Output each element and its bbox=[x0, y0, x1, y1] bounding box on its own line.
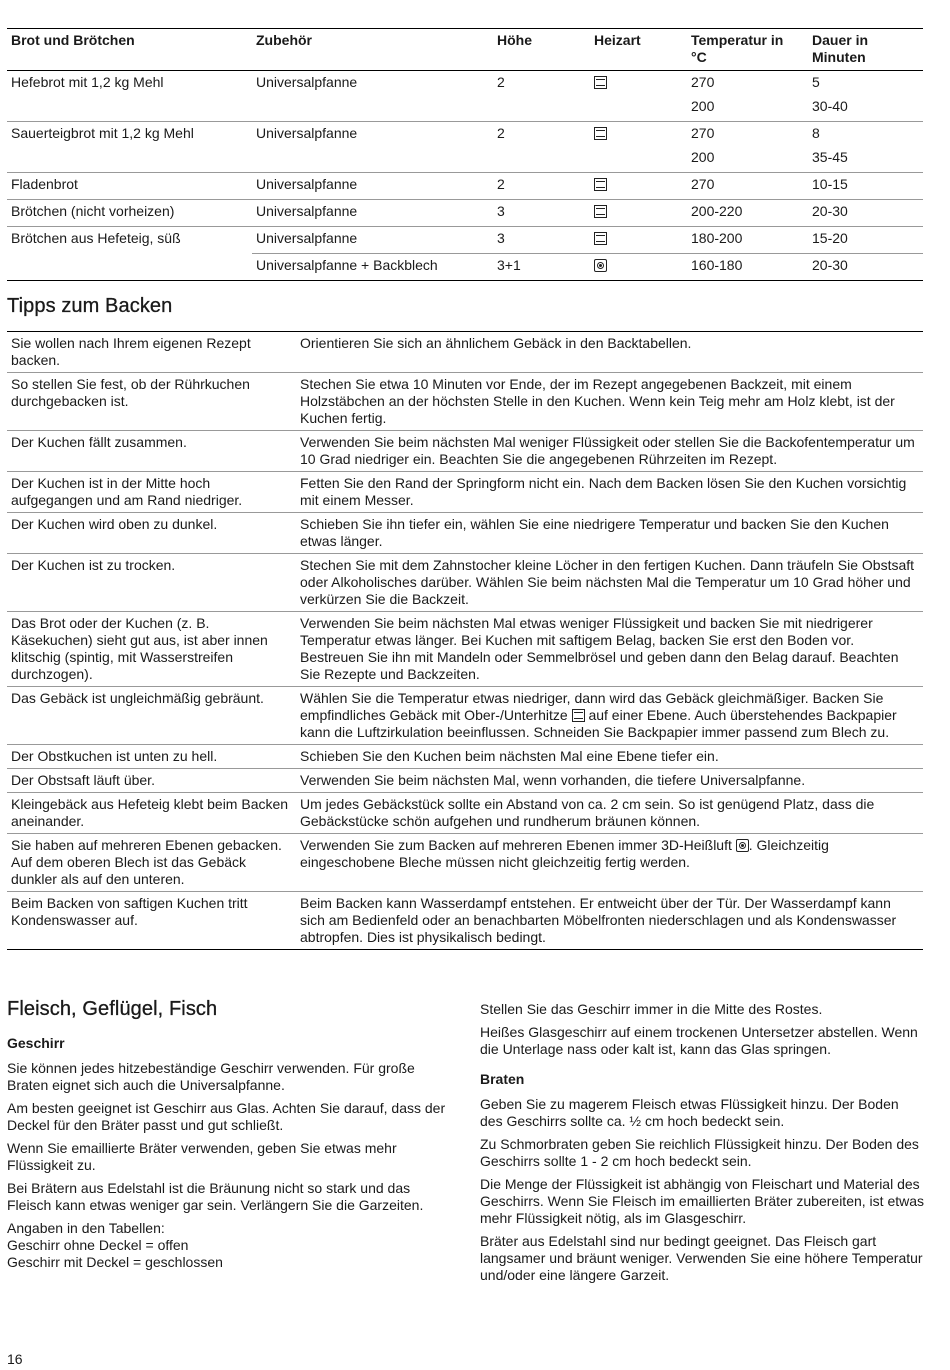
tip-solution: Schieben Sie den Kuchen beim nächsten Mal eine Ebene tiefer ein. bbox=[296, 745, 923, 769]
tip-solution: Orientieren Sie sich an ähnlichem Gebäck in den Backtabellen. bbox=[296, 332, 923, 373]
tip-solution: Verwenden Sie beim nächsten Mal, wenn vorhanden, die tiefere Universalpfanne. bbox=[296, 769, 923, 793]
tip-row bbox=[7, 431, 923, 472]
tip-problem: Sie haben auf mehreren Ebenen gebacken. Auf dem oberen Blech ist das Gebäck dunkler als auf den unteren. bbox=[7, 834, 296, 892]
paragraph: Bräter aus Edelstahl sind nur bedingt geeignet. Das Fleisch gart langsamer und bräunt weniger. Verwenden Sie eine höhere Temperatur und/oder eine längere Garzeit. bbox=[480, 1233, 923, 1283]
cell-zubehoer: Universalpfanne bbox=[252, 227, 493, 254]
cell-zubehoer: Universalpfanne + Backblech bbox=[252, 254, 493, 281]
temp-value: 200 bbox=[691, 149, 715, 165]
cell-zubehoer: Universalpfanne bbox=[252, 200, 493, 227]
tip-problem: Der Kuchen ist in der Mitte hoch aufgegangen und am Rand niedriger. bbox=[7, 472, 296, 513]
header-zubehoer: Zubehör bbox=[252, 29, 493, 71]
cell-hoehe: 3 bbox=[493, 200, 590, 227]
angaben-line: Geschirr ohne Deckel = offen bbox=[7, 1237, 189, 1253]
bread-baking-table bbox=[7, 28, 923, 281]
table-row bbox=[7, 71, 923, 122]
tip-row bbox=[7, 612, 923, 687]
cell-zubehoer: Universalpfanne bbox=[252, 71, 493, 122]
temp-value: 270 bbox=[691, 74, 715, 90]
cell-heizart bbox=[590, 173, 687, 200]
cell-hoehe: 2 bbox=[493, 173, 590, 200]
tip-solution: Um jedes Gebäckstück sollte ein Abstand von ca. 2 cm sein. So ist genügend Platz, dass die Gebäckstücke schön aufgehen und rundherum bräunen können. bbox=[296, 793, 923, 834]
tip-row bbox=[7, 834, 923, 892]
tip-solution-part: Verwenden Sie zum Backen auf mehreren Ebenen immer 3D-Heißluft bbox=[300, 837, 732, 853]
cell-name: Brötchen aus Hefeteig, süß bbox=[11, 230, 181, 246]
tip-row bbox=[7, 332, 923, 373]
tip-solution bbox=[296, 834, 923, 892]
cell-hoehe: 2 bbox=[493, 71, 590, 122]
tip-problem: Beim Backen von saftigen Kuchen tritt Kondenswasser auf. bbox=[11, 895, 248, 928]
cell-name: Fladenbrot bbox=[7, 173, 252, 200]
dauer-value: 5 bbox=[812, 74, 820, 90]
tip-solution: Beim Backen kann Wasserdampf entstehen. Er entweicht über der Tür. Der Wasserdampf kann sich am Bedienfeld oder an benachbarten Möbelfronten niederschlagen und als Kondenswasser abtropfen. Dies ist physikalisch bedingt. bbox=[300, 895, 897, 945]
cell-temp: 200-220 bbox=[687, 200, 808, 227]
cell-name: Sauerteigbrot mit 1,2 kg Mehl bbox=[7, 122, 252, 173]
braten-heading: Braten bbox=[480, 1071, 525, 1087]
cell-dauer bbox=[808, 71, 923, 122]
cell-dauer: 20-30 bbox=[808, 200, 923, 227]
tip-solution: Stechen Sie mit dem Zahnstocher kleine Löcher in den fertigen Kuchen. Dann träufeln Sie Obstsaft oder Alkoholisches darüber. Wählen Sie beim nächsten Mal die Temperatur um 10 Grad höher und verkürzen Sie die Backzeit. bbox=[296, 554, 923, 612]
tip-problem: So stellen Sie fest, ob der Rührkuchen durchgebacken ist. bbox=[7, 373, 296, 431]
tip-row bbox=[7, 373, 923, 431]
header-temperatur bbox=[687, 29, 808, 71]
tip-solution-part: . Gleichzeitig eingeschobene Bleche müssen nicht gleichzeitig fertig werden. bbox=[300, 837, 829, 870]
tip-solution: Verwenden Sie beim nächsten Mal etwas weniger Flüssigkeit und backen Sie mit niedrigerer Temperatur etwas länger. Bei Kuchen mit saftigem Belag, backen Sie erst den Boden vor. Bestreuen Sie ihn mit Mandeln oder Semmelbrösel und geben dann den Belag darauf. Beachten Sie Rezepte und Backzeiten. bbox=[296, 612, 923, 687]
cell-name bbox=[7, 254, 252, 281]
table-row bbox=[7, 200, 923, 227]
tip-row bbox=[7, 554, 923, 612]
tip-solution: Fetten Sie den Rand der Springform nicht ein. Nach dem Backen lösen Sie den Kuchen vorsichtig mit einem Messer. bbox=[296, 472, 923, 513]
tip-row bbox=[7, 892, 923, 950]
cell-zubehoer: Universalpfanne bbox=[252, 173, 493, 200]
cell-zubehoer: Universalpfanne bbox=[252, 122, 493, 173]
tip-row bbox=[7, 793, 923, 834]
top-bottom-heat-icon bbox=[594, 127, 607, 140]
cell-heizart bbox=[590, 254, 687, 281]
tip-problem: Der Kuchen ist zu trocken. bbox=[7, 554, 296, 612]
cell-temp: 180-200 bbox=[687, 227, 808, 254]
paragraph: Heißes Glasgeschirr auf einem trockenen Untersetzer abstellen. Wenn die Unterlage nass oder kalt ist, kann das Glas springen. bbox=[480, 1024, 918, 1057]
top-bottom-heat-icon bbox=[572, 709, 585, 722]
cell-hoehe: 3+1 bbox=[493, 254, 590, 281]
cell-heizart bbox=[590, 122, 687, 173]
3d-hot-air-icon bbox=[594, 259, 607, 272]
header-temperatur-label: Temperatur in °C bbox=[691, 32, 784, 65]
paragraph: Zu Schmorbraten geben Sie reichlich Flüssigkeit hinzu. Der Boden des Geschirrs sollte 1 - 2 cm hoch bedeckt sein. bbox=[480, 1136, 919, 1169]
cell-dauer: 10-15 bbox=[808, 173, 923, 200]
table-row bbox=[7, 122, 923, 173]
cell-name: Hefebrot mit 1,2 kg Mehl bbox=[7, 71, 252, 122]
paragraph: Am besten geeignet ist Geschirr aus Glas. Achten Sie darauf, dass der Deckel für den Bräter passt und gut schließt. bbox=[7, 1100, 446, 1133]
dauer-value: 35-45 bbox=[812, 149, 848, 165]
tip-problem: Kleingebäck aus Hefeteig klebt beim Backen aneinander. bbox=[7, 793, 296, 834]
meat-left-column bbox=[7, 1035, 452, 1277]
meat-right-column bbox=[480, 1001, 925, 1290]
cell-dauer bbox=[808, 122, 923, 173]
cell-temp: 160-180 bbox=[687, 254, 808, 281]
tip-problem: Das Brot oder der Kuchen (z. B. Käsekuchen) sieht gut aus, ist aber innen klitschig (spintig, mit Wasserstreifen durchzogen). bbox=[7, 612, 296, 687]
paragraph: Wenn Sie emaillierte Bräter verwenden, geben Sie etwas mehr Flüssigkeit zu. bbox=[7, 1140, 397, 1173]
tip-row bbox=[7, 745, 923, 769]
top-bottom-heat-icon bbox=[594, 76, 607, 89]
tip-problem: Der Kuchen fällt zusammen. bbox=[7, 431, 296, 472]
meat-heading: Fleisch, Geflügel, Fisch bbox=[7, 998, 218, 1020]
paragraph: Bei Brätern aus Edelstahl ist die Bräunung nicht so stark und das Fleisch kann etwas weniger gar sein. Verlängern Sie die Garzeiten. bbox=[7, 1180, 424, 1213]
cell-dauer: 20-30 bbox=[808, 254, 923, 281]
tips-heading: Tipps zum Backen bbox=[7, 295, 173, 317]
table-row bbox=[7, 254, 923, 281]
temp-value: 200 bbox=[691, 98, 715, 114]
paragraph: Die Menge der Flüssigkeit ist abhängig von Fleischart und Material des Geschirrs. Wenn Sie Fleisch im emaillierten Bräter zubereiten, ist etwas mehr Flüssigkeit nötig, als im Glasgeschirr. bbox=[480, 1176, 925, 1226]
top-bottom-heat-icon bbox=[594, 178, 607, 191]
geschirr-heading: Geschirr bbox=[7, 1035, 65, 1051]
cell-temp bbox=[687, 122, 808, 173]
cell-temp bbox=[687, 71, 808, 122]
header-hoehe: Höhe bbox=[493, 29, 590, 71]
page-number: 16 bbox=[7, 1351, 23, 1367]
paragraph: Geben Sie zu magerem Fleisch etwas Flüssigkeit hinzu. Der Boden des Geschirrs sollte ca. ½ cm hoch bedeckt sein. bbox=[480, 1096, 899, 1129]
header-dauer-label: Dauer in Minuten bbox=[812, 32, 869, 65]
top-bottom-heat-icon bbox=[594, 205, 607, 218]
cell-dauer: 15-20 bbox=[808, 227, 923, 254]
header-dauer bbox=[808, 29, 923, 71]
tip-solution-part: Wählen Sie die Temperatur etwas niedriger, dann wird das Gebäck gleichmäßiger. Backen Sie empfindliches Gebäck mit Ober-/Unterhitze bbox=[300, 690, 884, 723]
tip-solution bbox=[296, 687, 923, 745]
tip-solution: Stechen Sie etwa 10 Minuten vor Ende, der im Rezept angegebenen Backzeit, mit einem Holzstäbchen an der höchsten Stelle in den Kuchen. Wenn kein Teig mehr am Holz klebt, ist der Kuchen fertig. bbox=[296, 373, 923, 431]
paragraph: Sie können jedes hitzebeständige Geschirr verwenden. Für große Braten eignet sich auch die Universalpfanne. bbox=[7, 1060, 415, 1093]
cell-heizart bbox=[590, 227, 687, 254]
tip-problem: Das Gebäck ist ungleichmäßig gebräunt. bbox=[7, 687, 296, 745]
tip-solution: Schieben Sie ihn tiefer ein, wählen Sie eine niedrigere Temperatur und backen Sie den Kuchen etwas länger. bbox=[296, 513, 923, 554]
cell-name: Brötchen (nicht vorheizen) bbox=[7, 200, 252, 227]
header-heizart: Heizart bbox=[590, 29, 687, 71]
tip-problem: Der Kuchen wird oben zu dunkel. bbox=[7, 513, 296, 554]
temp-value: 270 bbox=[691, 125, 715, 141]
tip-row bbox=[7, 769, 923, 793]
angaben-line: Angaben in den Tabellen: bbox=[7, 1220, 165, 1236]
tip-row bbox=[7, 513, 923, 554]
paragraph: Stellen Sie das Geschirr immer in die Mitte des Rostes. bbox=[480, 1001, 823, 1017]
tip-problem: Der Obstkuchen ist unten zu hell. bbox=[7, 745, 296, 769]
angaben-line: Geschirr mit Deckel = geschlossen bbox=[7, 1254, 223, 1270]
tip-row bbox=[7, 472, 923, 513]
baking-tips-table bbox=[7, 331, 923, 950]
table-row bbox=[7, 227, 923, 254]
tip-problem: Sie wollen nach Ihrem eigenen Rezept backen. bbox=[7, 332, 296, 373]
tip-solution-part: auf einer Ebene. Auch überstehendes Backpapier kann die Luftzirkulation beeinflussen. Schneiden Sie Backpapier immer passend zum Blech zu. bbox=[300, 707, 897, 740]
tip-solution: Verwenden Sie beim nächsten Mal weniger Flüssigkeit oder stellen Sie die Backofentemperatur um 10 Grad niedriger ein. Beachten Sie die angegebenen Rührzeiten im Rezept. bbox=[296, 431, 923, 472]
top-bottom-heat-icon bbox=[594, 232, 607, 245]
tip-row bbox=[7, 687, 923, 745]
cell-heizart bbox=[590, 71, 687, 122]
table-row bbox=[7, 173, 923, 200]
cell-heizart bbox=[590, 200, 687, 227]
angaben-block bbox=[7, 1220, 452, 1271]
tip-problem: Der Obstsaft läuft über. bbox=[7, 769, 296, 793]
dauer-value: 8 bbox=[812, 125, 820, 141]
table-header-row bbox=[7, 29, 923, 71]
cell-hoehe: 2 bbox=[493, 122, 590, 173]
header-brot: Brot und Brötchen bbox=[7, 29, 252, 71]
cell-hoehe: 3 bbox=[493, 227, 590, 254]
3d-hot-air-icon bbox=[736, 839, 749, 852]
dauer-value: 30-40 bbox=[812, 98, 848, 114]
cell-temp: 270 bbox=[687, 173, 808, 200]
